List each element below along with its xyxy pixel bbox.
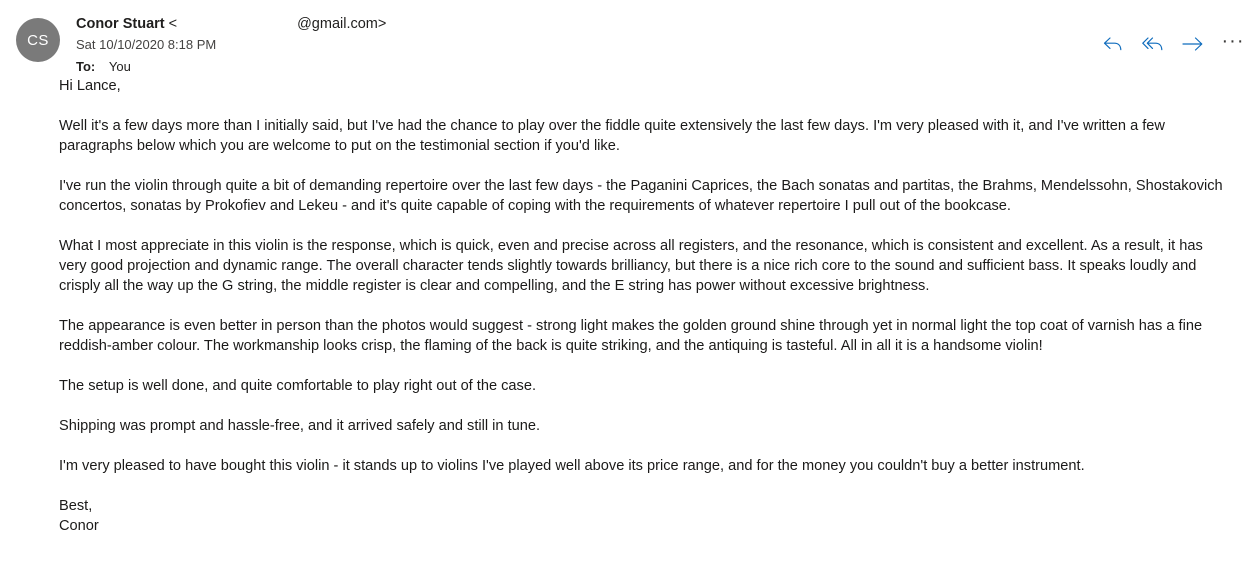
signature-line-1: Best,: [59, 498, 93, 514]
signature: [59, 496, 1230, 536]
sender-address-prefix: <: [168, 16, 178, 32]
to-value[interactable]: You: [108, 59, 131, 74]
message-body: [0, 76, 1260, 536]
body-paragraph: I've run the violin through quite a bit of demanding repertoire over the last few days - the Paganini Caprices, the Bach sonatas and partitas, the Brahms, Mendelssohn, Shostakovich concertos, sonatas by Prokofiev and Lekeu - and it's quite capable of coping with the requirements of whatever repertoire I pull out of the bookcase.: [59, 178, 1223, 214]
more-actions-button[interactable]: ···: [1221, 30, 1245, 52]
body-paragraph: Hi Lance,: [59, 78, 121, 94]
sender-name: Conor Stuart: [76, 16, 165, 32]
body-paragraph: The appearance is even better in person than the photos would suggest - strong light makes the golden ground shine through yet in normal light the top coat of varnish has a fine reddish-amber colour. The workmanship looks crisp, the flaming of the back is quite striking, and the antiquing is tasteful. All in all it is a handsome violin!: [59, 318, 1203, 354]
avatar-initials: CS: [27, 31, 49, 49]
message-date: Sat 10/10/2020 8:18 PM: [76, 37, 217, 52]
reply-button[interactable]: [1100, 31, 1126, 57]
sender-line[interactable]: [76, 15, 1244, 34]
reply-all-button[interactable]: [1140, 31, 1166, 57]
sender-address-suffix: @gmail.com>: [297, 16, 387, 32]
body-paragraph: Shipping was prompt and hassle-free, and it arrived safely and still in tune.: [59, 418, 541, 434]
forward-button[interactable]: [1180, 31, 1206, 57]
avatar: [16, 18, 60, 62]
to-label: To:: [76, 59, 96, 74]
body-paragraph: The setup is well done, and quite comfortable to play right out of the case.: [59, 378, 537, 394]
message-header: [0, 0, 1260, 76]
body-paragraph: Well it's a few days more than I initially said, but I've had the chance to play over the fiddle quite extensively the last few days. I'm very pleased with it, and I've written a few paragraphs below which you are welcome to put on the testimonial section if you'd like.: [59, 118, 1165, 154]
message-header-text: [76, 14, 1244, 76]
recipients-line: [76, 58, 1244, 76]
body-paragraph: I'm very pleased to have bought this violin - it stands up to violins I've played well above its price range, and for the money you couldn't buy a better instrument.: [59, 458, 1085, 474]
message-actions: [1100, 28, 1246, 60]
body-paragraph: What I most appreciate in this violin is the response, which is quick, even and precise across all registers, and the resonance, which is consistent and excellent. As a result, it has very good projection and dynamic range. The overall character tends slightly towards brilliancy, but there is a nice rich core to the sound and sufficient bass. It speaks loudly and crisply all the way up the G string, the middle register is clear and compelling, and the E string has power without excessive brightness.: [59, 238, 1203, 294]
signature-line-2: Conor: [59, 518, 99, 534]
